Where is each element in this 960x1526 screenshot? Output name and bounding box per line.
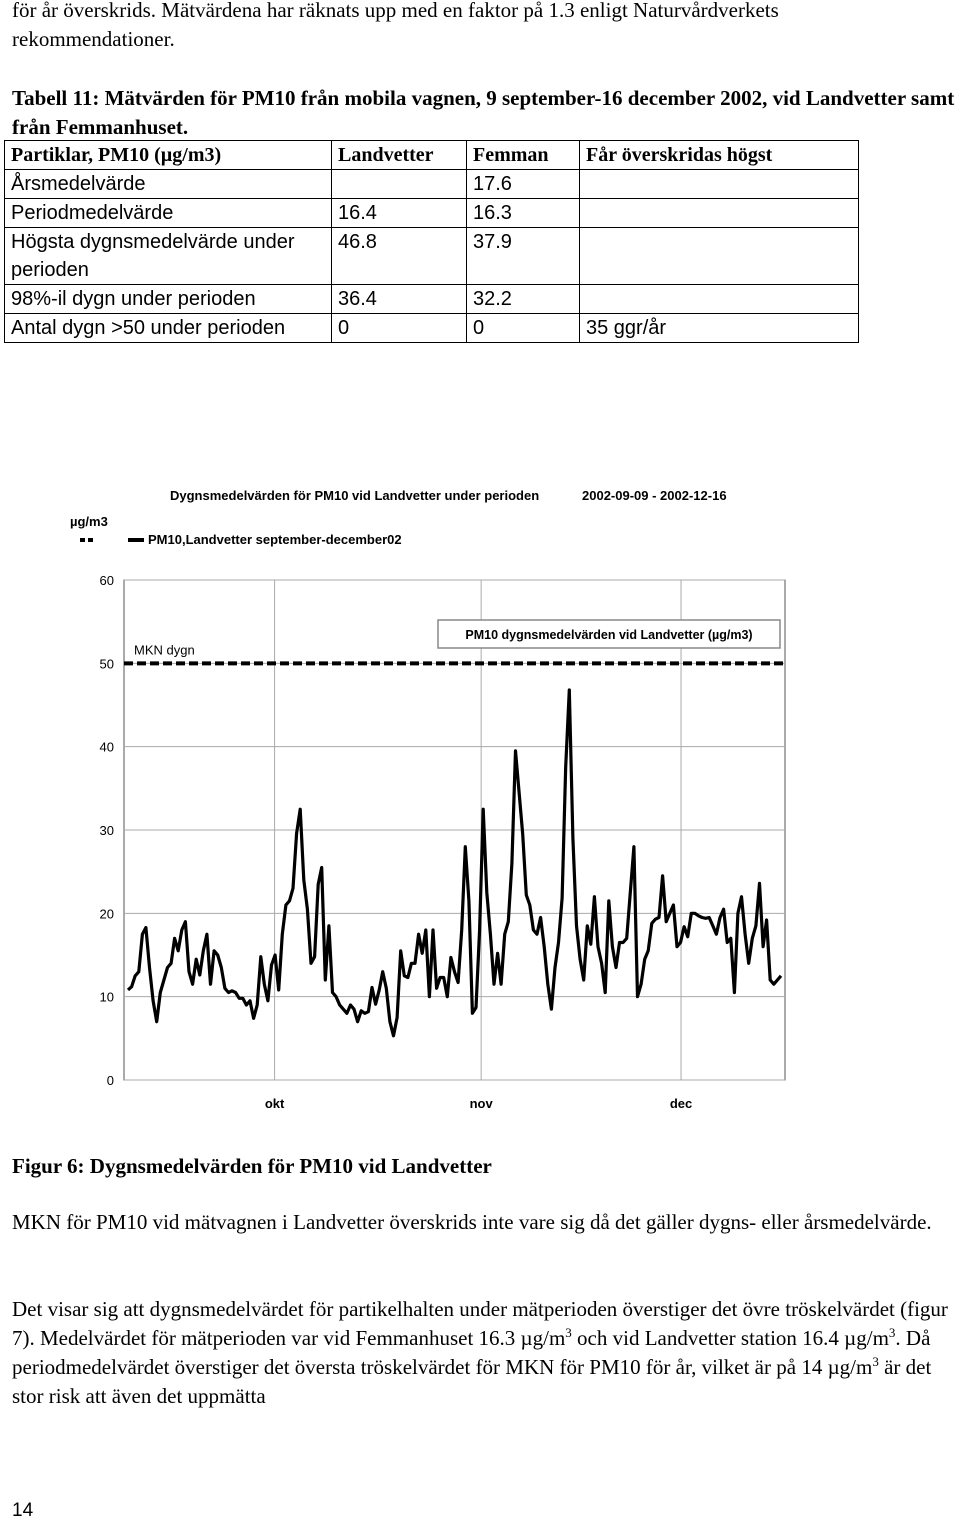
page-number: 14 xyxy=(12,1500,34,1521)
table-caption: Tabell 11: Mätvärden för PM10 från mobila vagnen, 9 september-16 december 2002, vid Landvetter samt från Femmanhuset. xyxy=(12,86,955,139)
figure-caption: Figur 6: Dygnsmedelvärden för PM10 vid Landvetter xyxy=(12,1154,492,1178)
header-cell: Landvetter xyxy=(332,141,467,170)
table-cell xyxy=(580,285,859,314)
y-axis-unit: µg/m3 xyxy=(70,514,108,529)
y-tick-label: 60 xyxy=(99,573,114,588)
table-row xyxy=(5,285,859,314)
table-cell: Periodmedelvärde xyxy=(5,199,332,228)
paragraph-2-part-3: . Då periodmedelvärdet överstiger det översta tröskelvärdet för MKN för PM10 för år, vilket är på 14 µg/m xyxy=(12,1326,931,1379)
chart-svg xyxy=(0,470,960,1130)
table-row xyxy=(5,199,859,228)
table-row xyxy=(5,314,859,343)
header-cell: Femman xyxy=(467,141,580,170)
table-cell: 46.8 xyxy=(332,228,467,285)
paragraph-2-part-4: är det stor risk att även det uppmätta xyxy=(12,1355,932,1408)
table-row xyxy=(5,170,859,199)
paragraph-2-part-2: och vid Landvetter station 16.4 µg/m xyxy=(571,1326,889,1350)
superscript: 3 xyxy=(872,1354,879,1369)
y-tick-label: 20 xyxy=(99,906,114,922)
table-cell: Årsmedelvärde xyxy=(5,170,332,199)
table-cell: Högsta dygnsmedelvärde under perioden xyxy=(5,228,332,285)
y-tick-label: 40 xyxy=(99,739,114,755)
table-row xyxy=(5,228,859,285)
x-tick-label: okt xyxy=(264,1096,285,1111)
paragraph-2 xyxy=(12,1295,957,1411)
table-cell: 37.9 xyxy=(467,228,580,285)
table-cell: 17.6 xyxy=(467,170,580,199)
pm10-table xyxy=(4,140,859,343)
superscript: 3 xyxy=(565,1325,572,1340)
table-cell: 0 xyxy=(467,314,580,343)
x-tick-label: dec xyxy=(669,1096,693,1111)
superscript: 3 xyxy=(888,1325,896,1340)
table-cell xyxy=(580,170,859,199)
table-cell: 0 xyxy=(332,314,467,343)
legend-box-label: PM10 dygnsmedelvärden vid Landvetter (µg/m3) xyxy=(465,628,753,642)
y-tick-label: 10 xyxy=(99,989,114,1005)
table-cell: Antal dygn >50 under perioden xyxy=(5,314,332,343)
header-cell: Får överskridas högst xyxy=(580,141,859,170)
intro-text xyxy=(12,0,779,54)
pm10-chart xyxy=(0,470,960,1130)
table-cell: 32.2 xyxy=(467,285,580,314)
plot-area xyxy=(100,573,785,1111)
table-cell: 35 ggr/år xyxy=(580,314,859,343)
y-tick-label: 50 xyxy=(99,656,114,672)
chart-title: Dygnsmedelvärden för PM10 vid Landvetter under perioden xyxy=(170,488,540,503)
table-cell: 36.4 xyxy=(332,285,467,314)
paragraph-1: MKN för PM10 vid mätvagnen i Landvetter överskrids inte vare sig då det gäller dygns- eller årsmedelvärde. xyxy=(12,1210,932,1234)
table-cell: 98%-il dygn under perioden xyxy=(5,285,332,314)
intro-line-2: rekommendationer. xyxy=(12,27,175,51)
header-cell: Partiklar, PM10 (µg/m3) xyxy=(5,141,332,170)
y-tick-label: 30 xyxy=(99,823,114,838)
mkn-label: MKN dygn xyxy=(134,642,195,658)
table-cell xyxy=(332,170,467,199)
table-header-row xyxy=(5,141,859,170)
table-cell: 16.4 xyxy=(332,199,467,228)
pm10-series-line xyxy=(128,690,781,1036)
table-cell: 16.3 xyxy=(467,199,580,228)
x-tick-label: nov xyxy=(469,1096,493,1111)
paragraph-2-part-1: Det visar sig att dygnsmedelvärdet för partikelhalten under mätperioden överstiger det övre tröskelvärdet (figur 7). Medelvärdet för mätperioden var vid Femmanhuset 16.3 µg/m xyxy=(12,1297,948,1350)
table-cell xyxy=(580,199,859,228)
chart-date-range: 2002-09-09 - 2002-12-16 xyxy=(582,488,727,503)
legend-top-label: PM10,Landvetter september-december02 xyxy=(148,532,402,547)
y-tick-label: 0 xyxy=(106,1073,114,1088)
intro-line-1: för år överskrids. Mätvärdena har räknats upp med en faktor på 1.3 enligt Naturvårdverkets xyxy=(12,0,779,22)
table-cell xyxy=(580,228,859,285)
